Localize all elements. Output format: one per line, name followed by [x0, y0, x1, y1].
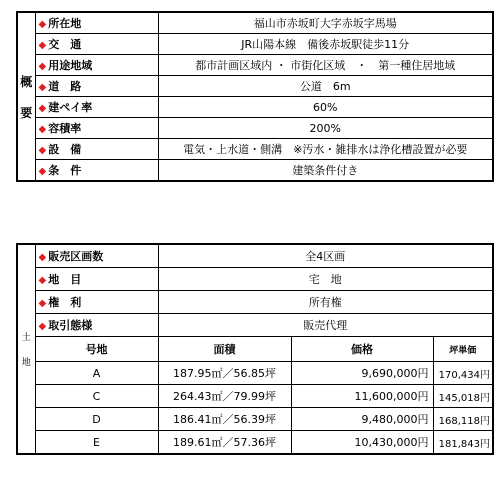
field-label [35, 160, 158, 182]
land-section-label [17, 244, 35, 454]
lot-id: C [35, 385, 158, 408]
red-diamond-icon: ◆ [38, 298, 47, 309]
field-value: 200% [158, 118, 493, 139]
field-label-text: 取引態様 [48, 319, 93, 332]
lot-area: 264.43㎡／79.99坪 [158, 385, 291, 408]
lot-unit-price: 181,843円 [433, 431, 493, 455]
overview-row [17, 34, 493, 55]
field-value: 60% [158, 97, 493, 118]
lot-id: E [35, 431, 158, 455]
header-area: 面積 [158, 337, 291, 362]
lot-row [17, 431, 493, 455]
lot-unit-price: 145,018円 [433, 385, 493, 408]
field-label [35, 34, 158, 55]
field-value: 公道 6m [158, 76, 493, 97]
lot-price: 10,430,000円 [291, 431, 433, 455]
field-value: JR山陽本線 備後赤坂駅徒歩11分 [158, 34, 493, 55]
red-diamond-icon: ◆ [38, 145, 47, 156]
lot-id: D [35, 408, 158, 431]
red-diamond-icon: ◆ [38, 252, 47, 263]
header-unit-price: 坪単価 [433, 337, 493, 362]
field-label [35, 76, 158, 97]
lot-row [17, 385, 493, 408]
field-label [35, 314, 158, 337]
overview-row [17, 139, 493, 160]
field-label [35, 118, 158, 139]
field-value: 宅 地 [158, 268, 493, 291]
field-value: 都市計画区域内 ・ 市街化区域 ・ 第一種住居地域 [158, 55, 493, 76]
overview-row [17, 118, 493, 139]
field-label-text: 地 目 [48, 273, 82, 286]
lot-area: 186.41㎡／56.39坪 [158, 408, 291, 431]
section-char: 概 [20, 74, 33, 89]
field-label-text: 所在地 [48, 17, 82, 30]
lot-id: A [35, 362, 158, 385]
field-label-text: 権 利 [48, 296, 82, 309]
lot-price: 11,600,000円 [291, 385, 433, 408]
red-diamond-icon: ◆ [38, 275, 47, 286]
field-value: 福山市赤坂町大字赤坂字馬場 [158, 12, 493, 34]
lot-unit-price: 170,434円 [433, 362, 493, 385]
field-label-text: 条 件 [48, 164, 82, 177]
field-value: 電気・上水道・側溝 ※汚水・雑排水は浄化槽設置が必要 [158, 139, 493, 160]
field-label [35, 97, 158, 118]
field-label [35, 12, 158, 34]
field-label [35, 291, 158, 314]
land-info-row [17, 314, 493, 337]
field-value: 全4区画 [158, 244, 493, 268]
header-price: 価格 [291, 337, 433, 362]
overview-row [17, 97, 493, 118]
red-diamond-icon: ◆ [38, 103, 47, 114]
red-diamond-icon: ◆ [38, 19, 47, 30]
lot-area: 189.61㎡／57.36坪 [158, 431, 291, 455]
lot-price: 9,690,000円 [291, 362, 433, 385]
field-value: 所有権 [158, 291, 493, 314]
field-label-text: 用途地域 [48, 59, 93, 72]
field-label [35, 244, 158, 268]
section-char: 地 [21, 358, 31, 368]
red-diamond-icon: ◆ [38, 321, 47, 332]
lot-price: 9,480,000円 [291, 408, 433, 431]
land-table [16, 243, 494, 455]
lot-area: 187.95㎡／56.85坪 [158, 362, 291, 385]
header-lot: 号地 [35, 337, 158, 362]
overview-row [17, 12, 493, 34]
field-label [35, 55, 158, 76]
section-char: 要 [20, 105, 33, 120]
field-value: 建築条件付き [158, 160, 493, 182]
red-diamond-icon: ◆ [38, 82, 47, 93]
lot-unit-price: 168,118円 [433, 408, 493, 431]
overview-section-label [17, 12, 35, 181]
lot-row [17, 362, 493, 385]
land-info-row [17, 268, 493, 291]
field-label [35, 139, 158, 160]
red-diamond-icon: ◆ [38, 40, 47, 51]
land-info-row [17, 291, 493, 314]
overview-row [17, 160, 493, 182]
field-label-text: 交 通 [48, 38, 82, 51]
field-label-text: 道 路 [48, 80, 82, 93]
lot-header-row [17, 337, 493, 362]
red-diamond-icon: ◆ [38, 124, 47, 135]
overview-row [17, 76, 493, 97]
land-info-row [17, 244, 493, 268]
field-label [35, 268, 158, 291]
red-diamond-icon: ◆ [38, 166, 47, 177]
overview-row [17, 55, 493, 76]
field-label-text: 建ペイ率 [48, 101, 93, 114]
lot-row [17, 408, 493, 431]
field-value: 販売代理 [158, 314, 493, 337]
field-label-text: 設 備 [48, 143, 82, 156]
field-label-text: 容積率 [48, 122, 82, 135]
overview-table [16, 11, 494, 182]
section-char: 土 [21, 333, 31, 343]
field-label-text: 販売区画数 [48, 250, 104, 263]
red-diamond-icon: ◆ [38, 61, 47, 72]
